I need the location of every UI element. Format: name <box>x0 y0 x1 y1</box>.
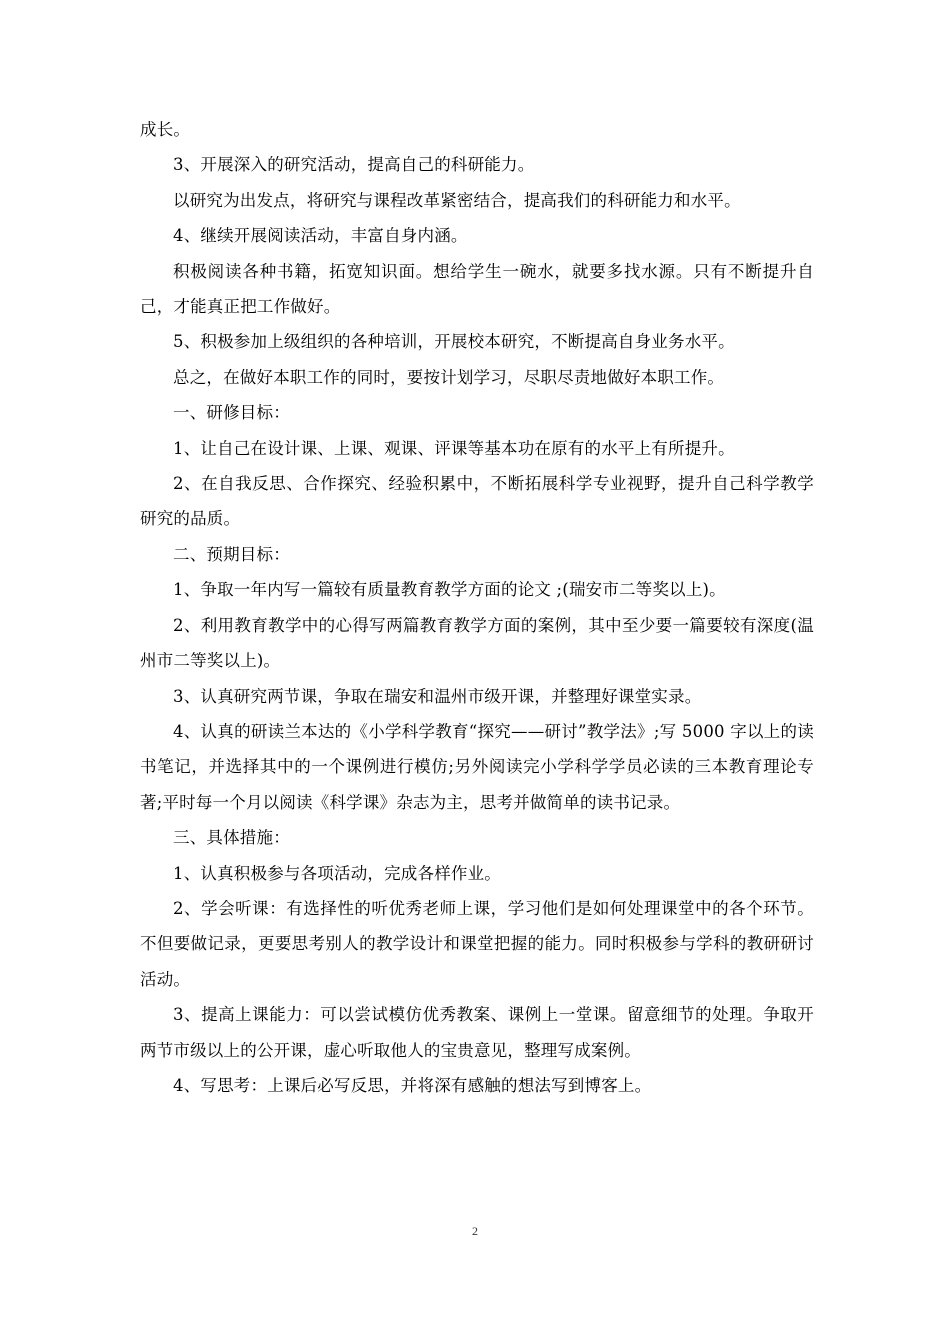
paragraph: 3、认真研究两节课，争取在瑞安和温州市级开课，并整理好课堂实录。 <box>173 686 702 706</box>
section-heading: 三、具体措施： <box>173 828 290 848</box>
paragraph: 总之，在做好本职工作的同时，要按计划学习，尽职尽责地做好本职工作。 <box>173 367 725 387</box>
document-body <box>140 112 814 1103</box>
page-number: 2 <box>472 1224 478 1238</box>
paragraph: 1、让自己在设计课、上课、观课、评课等基本功在原有的水平上有所提升。 <box>173 438 735 458</box>
paragraph: 5、积极参加上级组织的各种培训，开展校本研究，不断提高自身业务水平。 <box>173 332 735 352</box>
paragraph: 4、继续开展阅读活动，丰富自身内涵。 <box>173 226 468 246</box>
paragraph: 3、提高上课能力：可以尝试模仿优秀教案、课例上一堂课。留意细节的处理。争取开两节市级以上的公开课，虚心听取他人的宝贵意见，整理写成案例。 <box>140 1005 814 1060</box>
paragraph: 3、开展深入的研究活动，提高自己的科研能力。 <box>173 155 535 175</box>
paragraph: 2、在自我反思、合作探究、经验积累中，不断拓展科学专业视野，提升自己科学教学研究的品质。 <box>140 474 814 529</box>
section-heading: 二、预期目标： <box>173 544 290 564</box>
section-heading: 一、研修目标： <box>173 403 290 423</box>
paragraph: 4、认真的研读兰本达的《小学科学教育“探究——研讨”教学法》;写 5000 字以上的读书笔记，并选择其中的一个课例进行模仿;另外阅读完小学科学学员必读的三本教育理论专著;平时每一个月以阅读《科学课》杂志为主，思考并做简单的读书记录。 <box>140 721 814 812</box>
paragraph: 2、利用教育教学中的心得写两篇教育教学方面的案例，其中至少要一篇要较有深度(温州市二等奖以上)。 <box>140 615 814 671</box>
paragraph: 1、认真积极参与各项活动，完成各样作业。 <box>173 863 501 883</box>
paragraph: 以研究为出发点，将研究与课程改革紧密结合，提高我们的科研能力和水平。 <box>173 190 741 210</box>
paragraph: 1、争取一年内写一篇较有质量教育教学方面的论文 ;(瑞安市二等奖以上)。 <box>173 580 726 600</box>
paragraph: 成长。 <box>140 120 191 139</box>
paragraph: 积极阅读各种书籍，拓宽知识面。想给学生一碗水，就要多找水源。只有不断提升自己，才能真正把工作做好。 <box>140 261 814 317</box>
paragraph: 4、写思考：上课后必写反思，并将深有感触的想法写到博客上。 <box>173 1075 652 1095</box>
paragraph: 2、学会听课：有选择性的听优秀老师上课，学习他们是如何处理课堂中的各个环节。不但要做记录，更要思考别人的教学设计和课堂把握的能力。同时积极参与学科的教研研讨活动。 <box>140 898 814 989</box>
